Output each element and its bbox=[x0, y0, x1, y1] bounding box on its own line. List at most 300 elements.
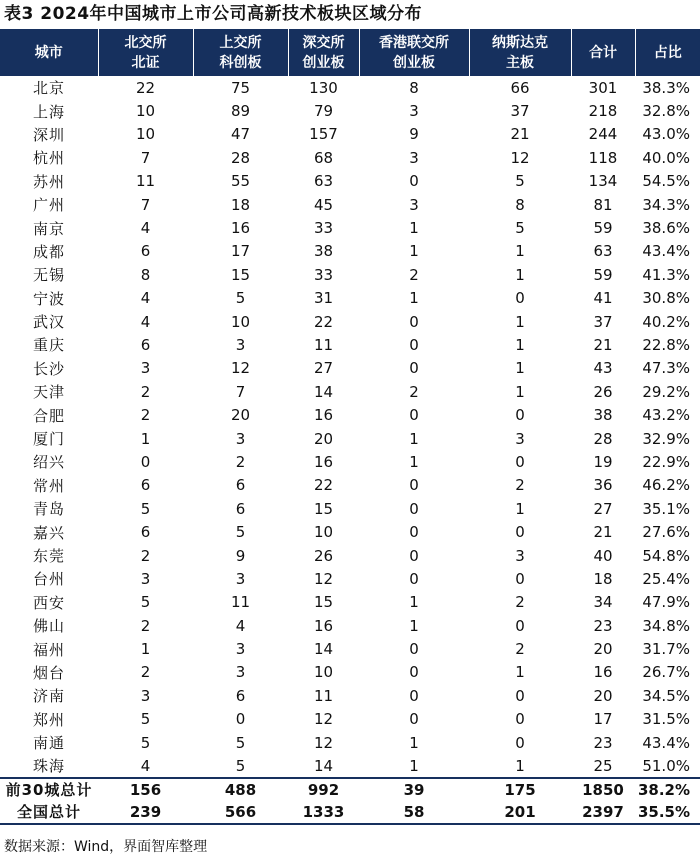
bse-cell: 10 bbox=[135, 102, 156, 121]
hkex-gem-cell: 0 bbox=[409, 663, 419, 682]
sse-star-cell: 3 bbox=[235, 569, 246, 588]
share-cell: 43.2% bbox=[642, 406, 690, 425]
table-row bbox=[0, 754, 700, 777]
share-cell: 25.4% bbox=[642, 569, 690, 588]
national-total-row bbox=[0, 801, 700, 824]
hkex-gem-cell: 39 bbox=[359, 778, 469, 801]
sse-star-cell: 47 bbox=[230, 125, 251, 144]
share-cell: 34.8% bbox=[642, 616, 690, 635]
sse-star-cell: 3 bbox=[235, 335, 246, 354]
share-cell: 31.7% bbox=[642, 640, 690, 659]
table-row bbox=[0, 333, 700, 356]
szse-chinext-cell: 16 bbox=[313, 406, 334, 425]
hkex-gem-cell: 0 bbox=[409, 499, 419, 518]
sse-star-cell: 6 bbox=[235, 476, 246, 495]
szse-chinext-cell: 45 bbox=[313, 195, 334, 214]
hkex-gem-cell: 1 bbox=[409, 616, 419, 635]
bse-cell: 3 bbox=[140, 569, 151, 588]
szse-chinext-cell: 15 bbox=[313, 593, 334, 612]
bse-cell: 7 bbox=[140, 195, 151, 214]
hkex-gem-cell: 0 bbox=[409, 172, 419, 191]
header-city bbox=[0, 29, 98, 76]
nasdaq-cell: 66 bbox=[510, 78, 530, 97]
share-cell: 46.2% bbox=[642, 476, 690, 495]
szse-chinext-cell: 63 bbox=[313, 172, 334, 191]
city-cell: 西安 bbox=[32, 593, 65, 612]
share-cell: 30.8% bbox=[642, 289, 690, 308]
total-cell: 25 bbox=[593, 756, 613, 775]
header-nasdaq-line: 主板 bbox=[506, 54, 534, 71]
bse-cell: 10 bbox=[135, 125, 156, 144]
table-row bbox=[0, 357, 700, 380]
sse-star-cell: 55 bbox=[230, 172, 251, 191]
city-cell: 合肥 bbox=[32, 406, 65, 425]
header-hkex-gem-line: 香港联交所 bbox=[379, 34, 449, 51]
hkex-gem-cell: 8 bbox=[409, 78, 419, 97]
share-cell: 51.0% bbox=[642, 756, 690, 775]
szse-chinext-cell: 12 bbox=[313, 733, 334, 752]
nasdaq-cell: 2 bbox=[515, 640, 525, 659]
share-cell: 32.9% bbox=[642, 429, 690, 448]
total-cell: 38 bbox=[593, 406, 613, 425]
share-cell: 26.7% bbox=[642, 663, 690, 682]
sse-star-cell: 18 bbox=[230, 195, 251, 214]
table-row bbox=[0, 708, 700, 731]
szse-chinext-cell: 14 bbox=[313, 382, 334, 401]
sse-star-cell: 6 bbox=[235, 686, 246, 705]
szse-chinext-cell: 14 bbox=[313, 640, 334, 659]
table-row bbox=[0, 520, 700, 543]
city-distribution-table bbox=[0, 29, 700, 825]
szse-chinext-cell: 33 bbox=[313, 265, 334, 284]
hkex-gem-cell: 2 bbox=[409, 265, 419, 284]
nasdaq-cell: 3 bbox=[515, 429, 525, 448]
table-row bbox=[0, 263, 700, 286]
header-sse-star-line: 科创板 bbox=[219, 54, 262, 71]
szse-chinext-cell: 68 bbox=[313, 148, 334, 167]
city-cell: 上海 bbox=[32, 102, 65, 121]
sse-star-cell: 17 bbox=[230, 242, 251, 261]
city-cell: 青岛 bbox=[32, 500, 65, 519]
city-cell: 武汉 bbox=[32, 313, 65, 332]
share-cell: 40.0% bbox=[642, 148, 690, 167]
szse-chinext-cell: 22 bbox=[313, 312, 334, 331]
bse-cell: 22 bbox=[135, 78, 156, 97]
nasdaq-cell: 1 bbox=[515, 242, 525, 261]
table-row bbox=[0, 450, 700, 473]
szse-chinext-cell: 11 bbox=[313, 686, 334, 705]
hkex-gem-cell: 0 bbox=[409, 312, 419, 331]
city-cell: 天津 bbox=[32, 383, 65, 402]
header-city-line: 城市 bbox=[34, 44, 63, 61]
header-sse-star-line: 上交所 bbox=[219, 34, 262, 51]
hkex-gem-cell: 0 bbox=[409, 710, 419, 729]
bse-cell: 6 bbox=[140, 523, 151, 542]
nasdaq-cell: 1 bbox=[515, 265, 525, 284]
city-cell: 厦门 bbox=[32, 430, 65, 449]
header-szse-chinext-line: 创业板 bbox=[302, 54, 345, 71]
hkex-gem-cell: 1 bbox=[409, 593, 419, 612]
nasdaq-cell: 1 bbox=[515, 663, 525, 682]
total-cell: 23 bbox=[593, 733, 613, 752]
sse-star-cell: 10 bbox=[230, 312, 251, 331]
header-szse-chinext bbox=[288, 29, 359, 76]
hkex-gem-cell: 1 bbox=[409, 289, 419, 308]
sse-star-cell: 15 bbox=[230, 265, 251, 284]
sse-star-cell: 28 bbox=[230, 148, 251, 167]
szse-chinext-cell: 157 bbox=[309, 125, 338, 144]
hkex-gem-cell: 0 bbox=[409, 359, 419, 378]
table-row bbox=[0, 216, 700, 239]
share-cell: 22.8% bbox=[642, 335, 690, 354]
bse-cell: 6 bbox=[140, 242, 151, 261]
city-cell: 深圳 bbox=[32, 125, 65, 144]
table-row bbox=[0, 497, 700, 520]
total-cell: 20 bbox=[593, 686, 613, 705]
total-cell: 23 bbox=[593, 616, 613, 635]
table-row bbox=[0, 170, 700, 193]
hkex-gem-cell: 1 bbox=[409, 733, 419, 752]
nasdaq-cell: 1 bbox=[515, 359, 525, 378]
hkex-gem-cell: 0 bbox=[409, 523, 419, 542]
table-row bbox=[0, 240, 700, 263]
hkex-gem-cell: 1 bbox=[409, 242, 419, 261]
hkex-gem-cell: 58 bbox=[359, 801, 469, 824]
city-cell: 无锡 bbox=[32, 266, 65, 285]
share-cell: 43.4% bbox=[642, 242, 690, 261]
header-hkex-gem bbox=[359, 29, 469, 76]
city-cell: 重庆 bbox=[32, 336, 65, 355]
nasdaq-cell: 1 bbox=[515, 312, 525, 331]
table-row bbox=[0, 474, 700, 497]
hkex-gem-cell: 0 bbox=[409, 686, 419, 705]
bse-cell: 2 bbox=[140, 406, 151, 425]
table-row bbox=[0, 76, 700, 99]
share-cell: 29.2% bbox=[642, 382, 690, 401]
bse-cell: 6 bbox=[140, 335, 151, 354]
header-share-line: 占比 bbox=[653, 44, 682, 61]
nasdaq-cell: 1 bbox=[515, 382, 525, 401]
table-row bbox=[0, 567, 700, 590]
share-cell: 38.6% bbox=[642, 219, 690, 238]
szse-chinext-cell: 1333 bbox=[288, 801, 359, 824]
total-cell: 63 bbox=[593, 242, 613, 261]
total-cell: 59 bbox=[593, 219, 613, 238]
table-row bbox=[0, 661, 700, 684]
total-cell: 59 bbox=[593, 265, 613, 284]
total-cell: 20 bbox=[593, 640, 613, 659]
szse-chinext-cell: 10 bbox=[313, 663, 334, 682]
total-cell: 218 bbox=[588, 102, 618, 121]
bse-cell: 11 bbox=[135, 172, 156, 191]
szse-chinext-cell: 11 bbox=[313, 335, 334, 354]
bse-cell: 239 bbox=[98, 801, 193, 824]
nasdaq-cell: 21 bbox=[510, 125, 530, 144]
share-cell: 54.8% bbox=[642, 546, 690, 565]
total-cell: 41 bbox=[593, 289, 613, 308]
city-cell: 东莞 bbox=[32, 547, 65, 565]
city-cell: 嘉兴 bbox=[32, 523, 65, 542]
total-cell: 134 bbox=[588, 172, 618, 191]
total-cell: 34 bbox=[593, 593, 613, 612]
bse-cell: 8 bbox=[140, 265, 151, 284]
sse-star-cell: 5 bbox=[235, 289, 246, 308]
szse-chinext-cell: 12 bbox=[313, 569, 334, 588]
city-cell: 全国总计 bbox=[0, 801, 98, 824]
share-cell: 31.5% bbox=[642, 710, 690, 729]
header-row bbox=[0, 29, 700, 76]
city-cell: 佛山 bbox=[32, 617, 65, 636]
total-cell: 37 bbox=[593, 312, 613, 331]
bse-cell: 2 bbox=[140, 382, 151, 401]
nasdaq-cell: 1 bbox=[515, 756, 525, 775]
table-header bbox=[0, 29, 700, 76]
table-row bbox=[0, 146, 700, 169]
table-row bbox=[0, 591, 700, 614]
header-nasdaq-line: 纳斯达克 bbox=[492, 34, 548, 51]
header-bse-line: 北证 bbox=[131, 54, 160, 71]
total-cell: 118 bbox=[588, 148, 618, 167]
share-cell: 38.3% bbox=[642, 78, 690, 97]
nasdaq-cell: 1 bbox=[515, 335, 525, 354]
sse-star-cell: 566 bbox=[193, 801, 288, 824]
szse-chinext-cell: 27 bbox=[313, 359, 334, 378]
city-cell: 长沙 bbox=[32, 359, 65, 378]
bse-cell: 4 bbox=[140, 289, 151, 308]
city-cell: 福州 bbox=[32, 640, 65, 659]
nasdaq-cell: 201 bbox=[469, 801, 571, 824]
top30-total-row bbox=[0, 778, 700, 801]
city-cell: 苏州 bbox=[32, 172, 65, 191]
bse-cell: 1 bbox=[140, 640, 151, 659]
table-row bbox=[0, 380, 700, 403]
total-cell: 244 bbox=[588, 125, 618, 144]
hkex-gem-cell: 0 bbox=[409, 476, 419, 495]
table-row bbox=[0, 637, 700, 660]
hkex-gem-cell: 3 bbox=[409, 102, 419, 121]
nasdaq-cell: 2 bbox=[515, 593, 525, 612]
bse-cell: 4 bbox=[140, 312, 151, 331]
bse-cell: 5 bbox=[140, 499, 151, 518]
table-row bbox=[0, 544, 700, 567]
header-nasdaq bbox=[469, 29, 571, 76]
header-total bbox=[571, 29, 635, 76]
nasdaq-cell: 37 bbox=[510, 102, 530, 121]
szse-chinext-cell: 33 bbox=[313, 219, 334, 238]
city-cell: 成都 bbox=[32, 242, 65, 261]
bse-cell: 3 bbox=[140, 359, 151, 378]
total-cell: 28 bbox=[593, 429, 613, 448]
hkex-gem-cell: 9 bbox=[409, 125, 419, 144]
nasdaq-cell: 0 bbox=[515, 406, 525, 425]
header-sse-star bbox=[193, 29, 288, 76]
bse-cell: 2 bbox=[140, 546, 151, 565]
nasdaq-cell: 175 bbox=[469, 778, 571, 801]
city-cell: 绍兴 bbox=[32, 453, 65, 472]
szse-chinext-cell: 20 bbox=[313, 429, 334, 448]
city-cell: 宁波 bbox=[32, 289, 65, 308]
header-hkex-gem-line: 创业板 bbox=[393, 54, 435, 71]
sse-star-cell: 2 bbox=[235, 452, 246, 471]
city-cell: 广州 bbox=[32, 196, 65, 215]
nasdaq-cell: 0 bbox=[515, 616, 525, 635]
total-cell: 40 bbox=[593, 546, 613, 565]
sse-star-cell: 3 bbox=[235, 663, 246, 682]
table-row bbox=[0, 193, 700, 216]
bse-cell: 5 bbox=[140, 710, 151, 729]
hkex-gem-cell: 0 bbox=[409, 406, 419, 425]
share-cell: 43.0% bbox=[642, 125, 690, 144]
bse-cell: 2 bbox=[140, 616, 151, 635]
szse-chinext-cell: 10 bbox=[313, 523, 334, 542]
hkex-gem-cell: 1 bbox=[409, 429, 419, 448]
total-cell: 81 bbox=[593, 195, 613, 214]
hkex-gem-cell: 3 bbox=[409, 195, 419, 214]
sse-star-cell: 7 bbox=[235, 382, 246, 401]
sse-star-cell: 4 bbox=[235, 616, 246, 635]
share-cell: 41.3% bbox=[642, 265, 690, 284]
city-cell: 北京 bbox=[32, 79, 65, 98]
sse-star-cell: 12 bbox=[230, 359, 251, 378]
city-cell: 烟台 bbox=[32, 663, 65, 682]
header-total-line: 合计 bbox=[589, 44, 617, 61]
table-row bbox=[0, 403, 700, 426]
szse-chinext-cell: 16 bbox=[313, 616, 334, 635]
total-cell: 27 bbox=[593, 499, 613, 518]
table-row bbox=[0, 99, 700, 122]
total-cell: 18 bbox=[593, 569, 613, 588]
bse-cell: 3 bbox=[140, 686, 151, 705]
sse-star-cell: 89 bbox=[230, 102, 251, 121]
total-cell: 16 bbox=[593, 663, 613, 682]
nasdaq-cell: 1 bbox=[515, 499, 525, 518]
city-cell: 济南 bbox=[32, 687, 65, 706]
bse-cell: 5 bbox=[140, 593, 151, 612]
nasdaq-cell: 3 bbox=[515, 546, 525, 565]
bse-cell: 2 bbox=[140, 663, 151, 682]
hkex-gem-cell: 3 bbox=[409, 148, 419, 167]
nasdaq-cell: 0 bbox=[515, 686, 525, 705]
city-cell: 南京 bbox=[32, 219, 65, 238]
sse-star-cell: 3 bbox=[235, 640, 246, 659]
city-cell: 南通 bbox=[32, 734, 65, 753]
city-cell: 珠海 bbox=[32, 757, 65, 776]
bse-cell: 7 bbox=[140, 148, 151, 167]
hkex-gem-cell: 1 bbox=[409, 756, 419, 775]
city-cell: 郑州 bbox=[32, 710, 65, 729]
share-cell: 27.6% bbox=[642, 523, 690, 542]
bse-cell: 4 bbox=[140, 219, 151, 238]
szse-chinext-cell: 31 bbox=[313, 289, 334, 308]
szse-chinext-cell: 992 bbox=[288, 778, 359, 801]
szse-chinext-cell: 22 bbox=[313, 476, 334, 495]
nasdaq-cell: 5 bbox=[515, 219, 525, 238]
header-bse-line: 北交所 bbox=[124, 34, 167, 51]
share-cell: 47.3% bbox=[642, 359, 690, 378]
total-cell: 301 bbox=[588, 78, 618, 97]
bse-cell: 0 bbox=[140, 452, 151, 471]
total-cell: 2397 bbox=[571, 801, 635, 824]
total-cell: 26 bbox=[593, 382, 613, 401]
table-row bbox=[0, 310, 700, 333]
table-row bbox=[0, 427, 700, 450]
share-cell: 22.9% bbox=[642, 452, 690, 471]
sse-star-cell: 0 bbox=[235, 710, 246, 729]
sse-star-cell: 20 bbox=[230, 406, 251, 425]
total-cell: 17 bbox=[593, 710, 613, 729]
bse-cell: 1 bbox=[140, 429, 151, 448]
nasdaq-cell: 0 bbox=[515, 452, 525, 471]
share-cell: 32.8% bbox=[642, 102, 690, 121]
nasdaq-cell: 2 bbox=[515, 476, 525, 495]
szse-chinext-cell: 12 bbox=[313, 710, 334, 729]
nasdaq-cell: 0 bbox=[515, 523, 525, 542]
city-cell: 前30城总计 bbox=[0, 778, 98, 801]
header-share bbox=[635, 29, 700, 76]
total-cell: 36 bbox=[593, 476, 613, 495]
hkex-gem-cell: 0 bbox=[409, 569, 419, 588]
share-cell: 35.5% bbox=[635, 801, 700, 824]
nasdaq-cell: 0 bbox=[515, 289, 525, 308]
hkex-gem-cell: 0 bbox=[409, 640, 419, 659]
hkex-gem-cell: 1 bbox=[409, 452, 419, 471]
table-row bbox=[0, 123, 700, 146]
bse-cell: 156 bbox=[98, 778, 193, 801]
nasdaq-cell: 8 bbox=[515, 195, 525, 214]
bse-cell: 6 bbox=[140, 476, 151, 495]
table-row bbox=[0, 731, 700, 754]
total-cell: 21 bbox=[593, 335, 613, 354]
city-cell: 台州 bbox=[32, 570, 65, 589]
sse-star-cell: 9 bbox=[235, 546, 246, 565]
share-cell: 54.5% bbox=[642, 172, 690, 191]
table-title: 表3 2024年中国城市上市公司高新技术板块区域分布 bbox=[4, 4, 423, 24]
nasdaq-cell: 5 bbox=[515, 172, 525, 191]
sse-star-cell: 5 bbox=[235, 756, 246, 775]
header-szse-chinext-line: 深交所 bbox=[302, 34, 345, 51]
sse-star-cell: 16 bbox=[230, 219, 251, 238]
sse-star-cell: 3 bbox=[235, 429, 246, 448]
szse-chinext-cell: 16 bbox=[313, 452, 334, 471]
szse-chinext-cell: 130 bbox=[309, 78, 338, 97]
hkex-gem-cell: 0 bbox=[409, 335, 419, 354]
total-cell: 43 bbox=[593, 359, 613, 378]
total-cell: 19 bbox=[593, 452, 613, 471]
nasdaq-cell: 0 bbox=[515, 733, 525, 752]
share-cell: 35.1% bbox=[642, 499, 690, 518]
table-row bbox=[0, 287, 700, 310]
szse-chinext-cell: 26 bbox=[313, 546, 334, 565]
bse-cell: 5 bbox=[140, 733, 151, 752]
share-cell: 38.2% bbox=[635, 778, 700, 801]
share-cell: 43.4% bbox=[642, 733, 690, 752]
city-cell: 杭州 bbox=[32, 149, 65, 168]
sse-star-cell: 5 bbox=[235, 523, 246, 542]
nasdaq-cell: 0 bbox=[515, 710, 525, 729]
total-cell: 21 bbox=[593, 523, 613, 542]
hkex-gem-cell: 0 bbox=[409, 546, 419, 565]
hkex-gem-cell: 1 bbox=[409, 219, 419, 238]
nasdaq-cell: 0 bbox=[515, 569, 525, 588]
share-cell: 34.5% bbox=[642, 686, 690, 705]
szse-chinext-cell: 15 bbox=[313, 499, 334, 518]
bse-cell: 4 bbox=[140, 756, 151, 775]
table-body bbox=[0, 76, 700, 824]
share-cell: 34.3% bbox=[642, 195, 690, 214]
source-note: 数据来源：Wind，界面智库整理 bbox=[4, 839, 208, 855]
szse-chinext-cell: 14 bbox=[313, 756, 334, 775]
hkex-gem-cell: 2 bbox=[409, 382, 419, 401]
